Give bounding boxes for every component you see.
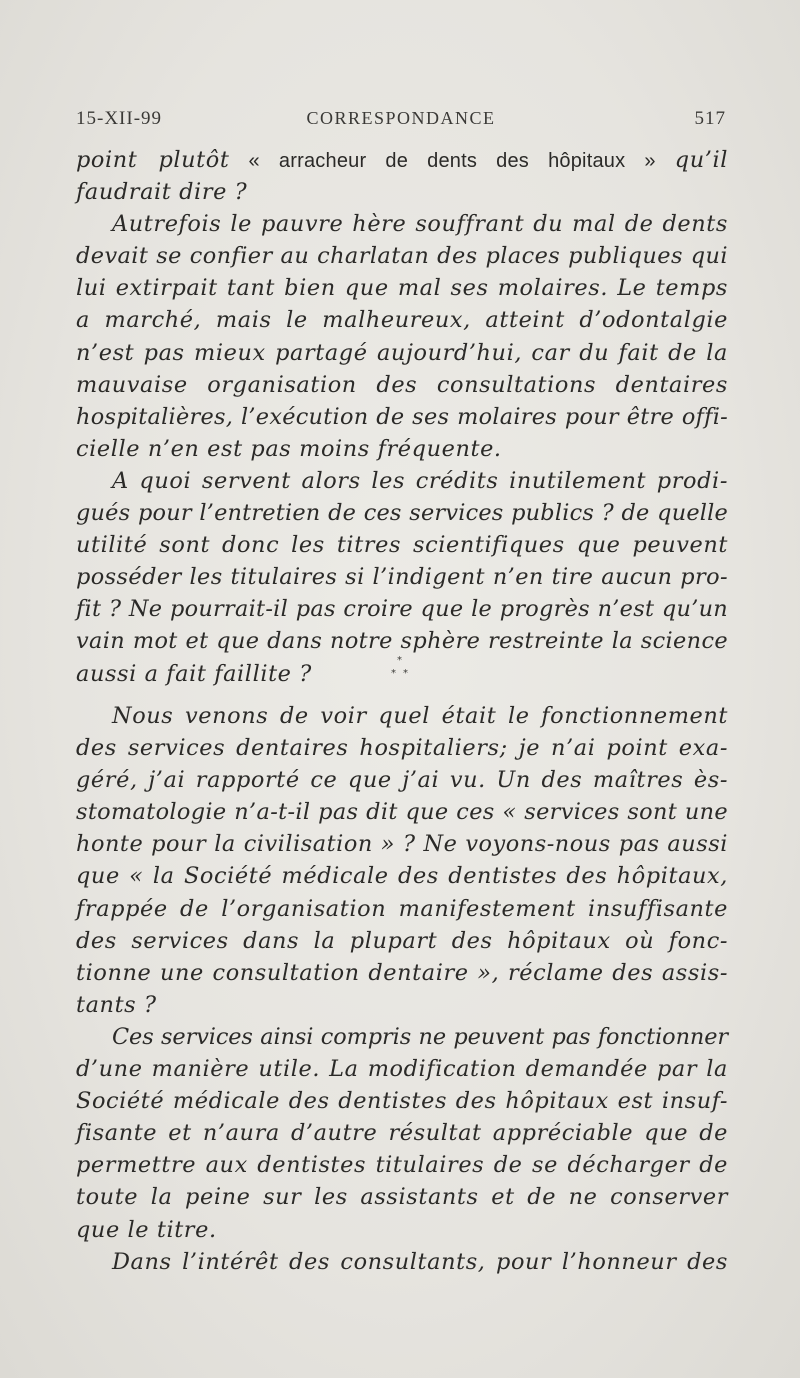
paragraph-2-line: lui extirpait tant bien que mal ses molaires. Le temps bbox=[76, 275, 728, 302]
paragraph-5-line: que le titre. bbox=[76, 1216, 217, 1243]
paragraph-4-line: tants ? bbox=[76, 991, 157, 1018]
paragraph-1-line-1: point plutôt « arracheur de dents des hôpitaux » qu’il bbox=[76, 147, 728, 173]
paragraph-3-line: posséder les titulaires si l’indigent n’en tire aucun pro- bbox=[76, 564, 728, 591]
paragraph-6-line: Dans l’intérêt des consultants, pour l’honneur des bbox=[112, 1248, 728, 1275]
paragraph-3-line: fit ? Ne pourrait-il pas croire que le progrès n’est qu’un bbox=[76, 596, 728, 623]
paragraph-2-line: n’est pas mieux partagé aujourd’hui, car du fait de la bbox=[76, 339, 728, 366]
paragraph-4-line: Nous venons de voir quel était le fonctionnement bbox=[112, 703, 728, 729]
paragraph-5-line: toute la peine sur les assistants et de ne conserver bbox=[76, 1184, 728, 1211]
header-date: 15-XII-99 bbox=[76, 108, 163, 129]
section-break-asterism bbox=[380, 655, 420, 685]
paragraph-5-line: fisante et n’aura d’autre résultat appréciable que de bbox=[76, 1120, 728, 1147]
paragraph-2-line: hospitalières, l’exécution de ses molaires pour être offi- bbox=[76, 403, 728, 430]
paragraph-2-line: a marché, mais le malheureux, atteint d’odontalgie bbox=[76, 307, 728, 334]
paragraph-4-line: que « la Société médicale des dentistes des hôpitaux, bbox=[76, 863, 728, 890]
asterisk-icon: * bbox=[397, 655, 402, 666]
paragraph-2-line: mauvaise organisation des consultations dentaires bbox=[76, 371, 728, 398]
paragraph-2-line: cielle n’en est pas moins fréquente. bbox=[76, 435, 502, 462]
paragraph-3-line: A quoi servent alors les crédits inutilement prodi- bbox=[112, 467, 728, 494]
paragraph-4-line: stomatologie n’a-t-il pas dit que ces « services sont une bbox=[76, 799, 728, 826]
page-number: 517 bbox=[694, 108, 726, 129]
paragraph-1-line-2: faudrait dire ? bbox=[76, 179, 248, 206]
asterisk-icon: * bbox=[391, 668, 396, 679]
paragraph-5-line: Ces services ainsi compris ne peuvent pas fonctionner bbox=[112, 1023, 728, 1050]
paragraph-4-line: tionne une consultation dentaire », réclame des assis- bbox=[76, 959, 728, 986]
paragraph-5-line: d’une manière utile. La modification demandée par la bbox=[76, 1056, 728, 1083]
paragraph-4-line: honte pour la civilisation » ? Ne voyons-nous pas aussi bbox=[76, 831, 728, 858]
paragraph-4-line: des services dans la plupart des hôpitaux où fonc- bbox=[76, 927, 728, 954]
paragraph-2-line: devait se confier au charlatan des places publiques qui bbox=[76, 243, 728, 270]
paragraph-3-line: utilité sont donc les titres scientifiques que peuvent bbox=[76, 532, 728, 559]
paragraph-3-line: gués pour l’entretien de ces services publics ? de quelle bbox=[76, 500, 728, 527]
paragraph-4-line: géré, j’ai rapporté ce que j’ai vu. Un des maîtres ès- bbox=[76, 767, 728, 794]
paragraph-3-line: aussi a fait faillite ? bbox=[76, 660, 312, 687]
paragraph-5-line: Société médicale des dentistes des hôpitaux est insuf- bbox=[76, 1088, 728, 1115]
paragraph-3-line: vain mot et que dans notre sphère restreinte la science bbox=[76, 628, 728, 655]
paragraph-4-line: des services dentaires hospitaliers; je n’ai point exa- bbox=[76, 735, 728, 762]
paragraph-4-line: frappée de l’organisation manifestement insuffisante bbox=[76, 895, 728, 922]
header-section-title: CORRESPONDANCE bbox=[306, 108, 496, 128]
running-header bbox=[76, 108, 726, 138]
paragraph-2-line: Autrefois le pauvre hère souffrant du mal de dents bbox=[112, 211, 728, 238]
body-text-bottom bbox=[76, 700, 728, 1278]
paragraph-5-line: permettre aux dentistes titulaires de se décharger de bbox=[76, 1152, 728, 1179]
asterisk-icon: * bbox=[403, 668, 408, 679]
body-text-top bbox=[76, 144, 728, 690]
